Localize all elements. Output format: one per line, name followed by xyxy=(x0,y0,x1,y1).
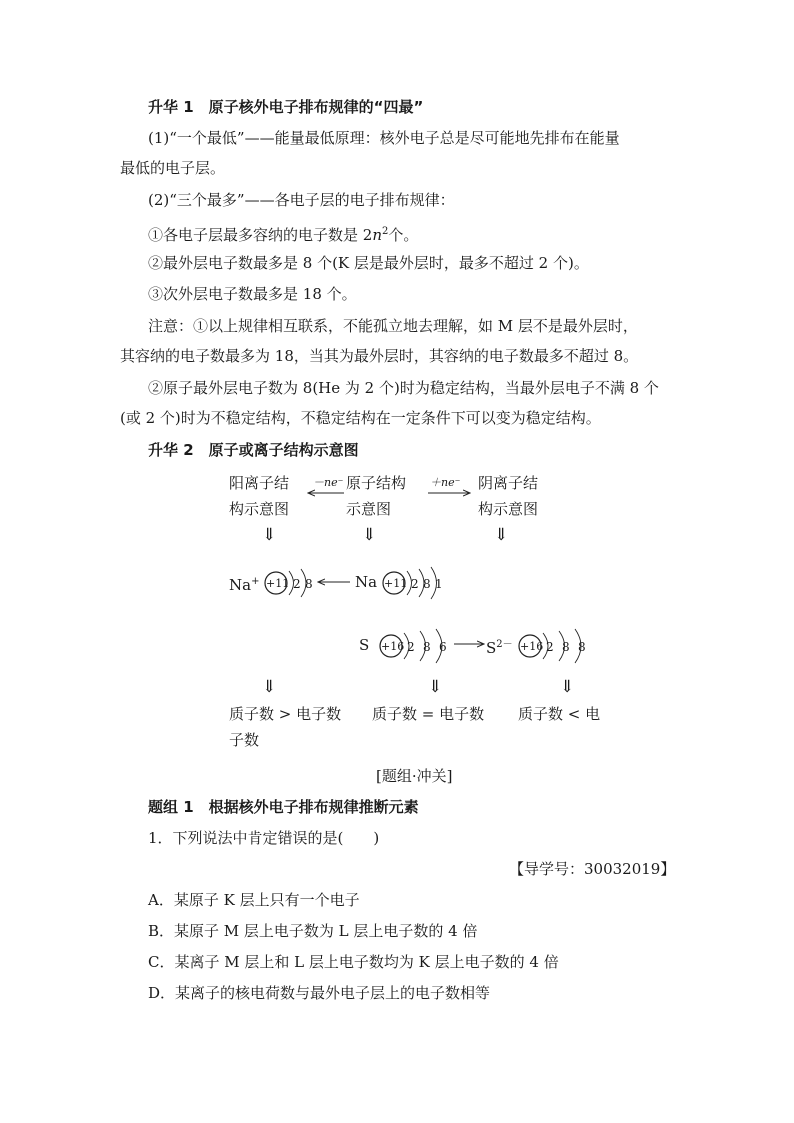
principle2-line: (2)“三个最多”——各电子层的电子排布规律： xyxy=(148,191,455,209)
na-ion-charge: + xyxy=(251,576,260,587)
anion-result: 质子数 < 电 xyxy=(518,705,601,723)
principle1-line1: (1)“一个最低”——能量最低原理：核外电子总是尽可能地先排布在能量 xyxy=(148,129,620,147)
note2-line2: (或 2 个)时为不稳定结构，不稳定结构在一定条件下可以变为稳定结构。 xyxy=(120,409,601,427)
down-arrow-atom: ⇓ xyxy=(362,525,377,545)
rule1-line xyxy=(148,222,418,245)
rule1-text: ①各电子层最多容纳的电子数是 2 xyxy=(148,226,373,244)
note1-line1: 注意：①以上规律相互联系，不能孤立地去理解，如 M 层不是最外层时， xyxy=(148,317,638,335)
s-atom-shell-3: 6 xyxy=(439,640,447,654)
option-a: A．某原子 K 层上只有一个电子 xyxy=(148,891,360,909)
lose-electrons-label: －ne⁻ xyxy=(313,476,344,489)
s-atom-shell-1: 2 xyxy=(407,640,415,654)
down-arrow-cation: ⇓ xyxy=(262,525,277,545)
s-ion-nucleus: +16 xyxy=(520,640,544,653)
atom-diagram-label-1: 原子结构 xyxy=(346,474,407,492)
na-ion-text: Na xyxy=(229,576,252,594)
down-arrow-atom-result: ⇓ xyxy=(428,677,443,697)
s-ion-shell-1: 2 xyxy=(546,640,554,654)
na-atom-symbol: Na xyxy=(355,573,378,591)
option-d: D．某离子的核电荷数与最外电子层上的电子数相等 xyxy=(148,984,491,1002)
down-arrow-anion-result: ⇓ xyxy=(560,677,575,697)
rule1-suffix: 个。 xyxy=(388,226,419,244)
na-ion-shell-1: 2 xyxy=(293,577,301,591)
atom-result: 质子数 = 电子数 xyxy=(372,705,485,723)
section1-heading: 升华 1 原子核外电子排布规律的“四最” xyxy=(148,98,424,116)
s-atom-nucleus: +16 xyxy=(381,640,405,653)
option-b: B．某原子 M 层上电子数为 L 层上电子数的 4 倍 xyxy=(148,922,478,940)
s-ion-shell-3: 8 xyxy=(578,640,586,654)
cation-result-line2: 子数 xyxy=(229,731,260,749)
guide-number: 【导学号：30032019】 xyxy=(509,860,676,878)
na-ion-shell-2: 8 xyxy=(305,577,313,591)
s-atom-shell-2: 8 xyxy=(423,640,431,654)
section2-heading: 升华 2 原子或离子结构示意图 xyxy=(148,441,359,459)
s-ion-charge: 2－ xyxy=(496,639,513,650)
question-1: 1．下列说法中肯定错误的是( ) xyxy=(148,829,380,847)
s-ion-shell-2: 8 xyxy=(562,640,570,654)
rule3-line: ③次外层电子数最多是 18 个。 xyxy=(148,285,357,303)
s-ion-symbol xyxy=(486,634,513,659)
na-atom-shell-2: 8 xyxy=(423,577,431,591)
na-atom-shell-3: 1 xyxy=(435,577,443,591)
s-ion-text: S xyxy=(486,639,497,657)
gain-electrons-label: ＋ne⁻ xyxy=(430,476,461,489)
anion-diagram-label-1: 阴离子结 xyxy=(478,474,539,492)
note1-line2: 其容纳的电子数最多为 18，当其为最外层时，其容纳的电子数最多不超过 8。 xyxy=(120,347,639,365)
cation-result-line1: 质子数 > 电子数 xyxy=(229,705,342,723)
na-ion-symbol xyxy=(229,571,259,596)
rule2-line: ②最外层电子数最多是 8 个(K 层是最外层时，最多不超过 2 个)。 xyxy=(148,254,589,272)
na-ion-nucleus: +11 xyxy=(266,577,290,590)
rule1-exponent: 2 xyxy=(382,226,389,237)
practice-title: [题组·冲关] xyxy=(376,767,453,785)
down-arrow-anion: ⇓ xyxy=(494,525,509,545)
note2-line1: ②原子最外层电子数为 8(He 为 2 个)时为稳定结构，当最外层电子不满 8 个 xyxy=(148,379,659,397)
na-atom-shell-1: 2 xyxy=(411,577,419,591)
na-atom-nucleus: +11 xyxy=(384,577,408,590)
option-c: C．某离子 M 层上和 L 层上电子数均为 K 层上电子数的 4 倍 xyxy=(148,953,559,971)
anion-diagram-label-2: 构示意图 xyxy=(478,500,539,518)
s-atom-symbol: S xyxy=(359,636,370,654)
question-group-1: 题组 1 根据核外电子排布规律推断元素 xyxy=(148,798,419,816)
down-arrow-cation-result: ⇓ xyxy=(262,677,277,697)
rule1-n: n xyxy=(372,226,382,244)
atom-diagram-label-2: 示意图 xyxy=(346,500,392,518)
principle1-line2: 最低的电子层。 xyxy=(120,159,226,177)
cation-diagram-label-2: 构示意图 xyxy=(229,500,290,518)
cation-diagram-label-1: 阳离子结 xyxy=(229,474,290,492)
